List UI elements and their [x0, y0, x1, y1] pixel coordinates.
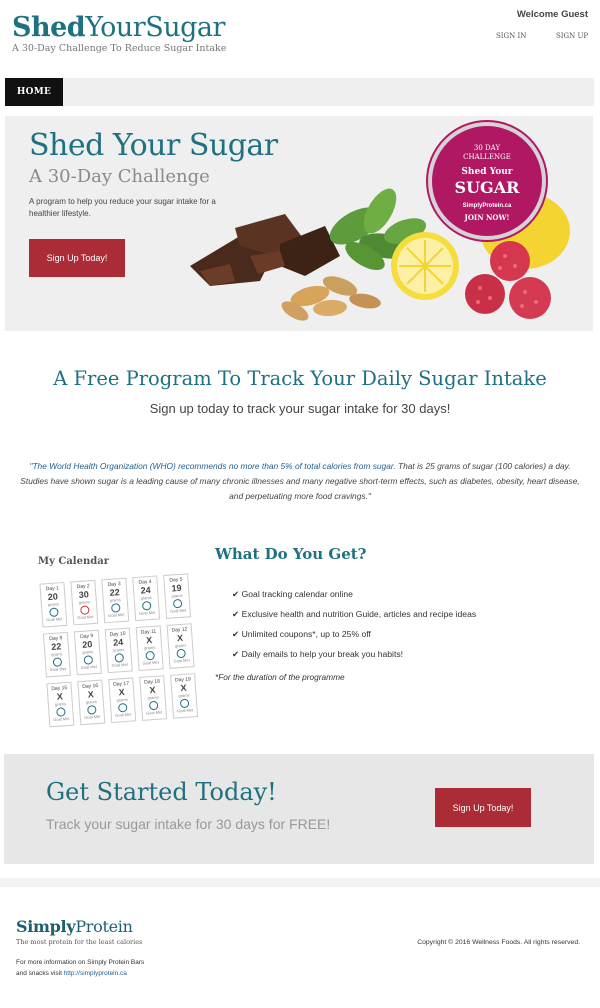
calendar-day-cell — [74, 630, 102, 676]
peanuts-image — [279, 272, 382, 324]
calendar-day-label: Day 16 — [82, 682, 99, 690]
calendar-day-status: Goal Met — [49, 666, 67, 673]
calendar-day-cell — [105, 628, 133, 674]
logo-light-text: YourSugar — [85, 12, 225, 43]
calendar-day-cell — [167, 623, 195, 669]
calendar-day-unit: grams — [78, 599, 91, 606]
calendar-day-unit: grams — [174, 642, 187, 649]
get-started-title: Get Started Today! — [46, 778, 277, 806]
calendar-day-value: X — [149, 684, 156, 696]
calendar-day-unit: grams — [47, 601, 60, 608]
hero-title: Shed Your Sugar — [29, 128, 278, 163]
calendar-day-value: X — [56, 691, 64, 702]
benefits-list — [232, 589, 476, 669]
calendar-day-cell — [136, 625, 164, 671]
calendar-day-label: Day 5 — [169, 576, 183, 584]
cta-sign-up-button[interactable]: Sign Up Today! — [435, 788, 531, 827]
benefit-item: ✔ Exclusive health and nutrition Guide, articles and recipe ideas — [232, 609, 477, 619]
badge-site: SimplyProtein.ca — [462, 203, 512, 209]
hero-sign-up-button[interactable]: Sign Up Today! — [29, 239, 125, 277]
calendar-day-label: Day 1 — [45, 585, 60, 593]
calendar-day-label: Day 3 — [107, 581, 121, 588]
site-logo[interactable] — [12, 12, 225, 43]
calendar-day-cell — [70, 580, 98, 626]
calendar-day-value: 24 — [112, 637, 124, 648]
calendar-illustration — [35, 556, 205, 726]
calendar-day-value: 22 — [50, 641, 62, 653]
calendar-day-status: Goal Met — [114, 711, 132, 718]
calendar-day-value: 24 — [140, 584, 151, 596]
calendar-day-value: 22 — [109, 587, 121, 598]
copyright-text: Copyright © 2016 Wellness Foods. All rights reserved. — [417, 939, 580, 946]
badge-days: 30 DAY CHALLENGE — [463, 144, 511, 161]
calendar-day-label: Day 15 — [51, 685, 68, 693]
calendar-day-unit: grams — [116, 696, 128, 703]
calendar-day-value: 20 — [47, 591, 59, 603]
footer-logo-bold: Simply — [16, 917, 76, 936]
calendar-day-unit: grams — [140, 594, 152, 601]
site-tagline: A 30-Day Challenge To Reduce Sugar Intake — [12, 43, 227, 54]
calendar-day-status: Goal Met — [80, 663, 98, 671]
who-quote — [20, 459, 580, 504]
benefit-item: ✔ Unlimited coupons*, up to 25% off — [232, 629, 371, 639]
footer-info-line: and snacks visit — [16, 970, 64, 977]
calendar-day-status: Goal Met — [138, 609, 156, 616]
calendar-day-unit: grams — [85, 698, 98, 705]
calendar-day-unit: grams — [143, 644, 156, 651]
calendar-day-cell — [77, 680, 105, 726]
footer-tagline: The most protein for the least calories — [16, 938, 143, 946]
welcome-text: Welcome Guest — [516, 9, 588, 20]
calendar-day-label: Day 12 — [171, 626, 188, 634]
program-subtitle: Sign up today to track your sugar intake for 30 days! — [149, 401, 451, 416]
benefit-item: ✔ Goal tracking calendar online — [232, 589, 353, 599]
calendar-day-cell — [108, 677, 136, 723]
calendar-day-label: Day 2 — [76, 583, 90, 591]
footer-divider — [0, 878, 600, 887]
calendar-day-label: Day 8 — [49, 635, 63, 643]
calendar-title: My Calendar — [38, 556, 109, 567]
logo-bold-text: Shed — [12, 12, 86, 43]
get-started-subtitle: Track your sugar intake for 30 days for FREE! — [46, 816, 331, 832]
calendar-day-cell — [139, 675, 167, 721]
calendar-grid — [35, 566, 213, 722]
program-title: A Free Program To Track Your Daily Sugar Intake — [53, 367, 547, 390]
site-header — [0, 0, 600, 72]
benefits-title: What Do You Get? — [215, 545, 367, 563]
sign-in-link[interactable]: SIGN IN — [496, 32, 527, 40]
calendar-day-status: Goal Met — [145, 709, 163, 716]
sign-up-link[interactable]: SIGN UP — [556, 32, 589, 40]
calendar-day-unit: grams — [112, 646, 125, 653]
calendar-day-cell — [46, 682, 74, 728]
calendar-day-cell — [39, 582, 67, 628]
calendar-day-status: Goal Met — [176, 707, 194, 714]
calendar-day-value: 19 — [171, 582, 182, 594]
calendar-day-status: Goal Met — [107, 611, 125, 618]
calendar-day-cell — [43, 632, 71, 678]
calendar-day-label: Day 9 — [79, 633, 94, 640]
nav-home-tab[interactable]: HOME — [5, 78, 63, 106]
calendar-day-cell — [170, 673, 198, 719]
calendar-day-unit: grams — [51, 651, 63, 658]
get-started-band — [4, 754, 594, 864]
calendar-day-value: X — [118, 687, 126, 698]
calendar-day-unit: grams — [82, 649, 94, 655]
calendar-day-status: Goal Met — [111, 661, 129, 668]
badge-sugar: SUGAR — [454, 178, 520, 197]
calendar-day-unit: grams — [178, 692, 190, 699]
calendar-day-label: Day 10 — [109, 630, 126, 638]
calendar-day-label: Day 19 — [174, 676, 192, 684]
calendar-day-status: Goal Met — [53, 715, 70, 723]
hero-subtitle: A 30-Day Challenge — [29, 166, 210, 187]
calendar-day-cell — [132, 575, 160, 621]
calendar-day-label: Day 4 — [138, 578, 152, 586]
calendar-day-value: X — [145, 634, 153, 646]
calendar-day-status: Goal Met — [84, 713, 101, 720]
calendar-day-value: X — [180, 682, 187, 694]
calendar-day-status: Goal Met — [46, 616, 63, 623]
main-nav — [5, 78, 594, 106]
simplyprotein-logo[interactable] — [16, 917, 133, 936]
calendar-day-value: 20 — [81, 639, 93, 650]
footer-logo-light: Protein — [75, 917, 133, 936]
calendar-day-value: X — [87, 689, 95, 700]
calendar-day-unit: grams — [109, 597, 121, 603]
simplyprotein-link[interactable]: http://simplyprotein.ca — [63, 970, 127, 977]
who-quote-link[interactable]: "The World Health Organization (WHO) recommends no more than 5% of total calories from sugar. — [29, 461, 396, 471]
calendar-day-label: Day 17 — [113, 680, 130, 688]
calendar-day-label: Day 18 — [143, 678, 161, 686]
badge-join-now: JOIN NOW! — [464, 213, 510, 222]
calendar-day-value: X — [176, 632, 184, 644]
chocolate-image — [190, 214, 340, 286]
calendar-day-unit: grams — [147, 694, 159, 701]
hero-banner — [5, 116, 593, 331]
benefit-item: ✔ Daily emails to help your break you habits! — [232, 649, 404, 659]
calendar-day-unit: grams — [54, 701, 67, 707]
badge-shed-your: Shed Your — [461, 167, 513, 177]
who-quote-text: That is 25 grams of sugar (100 calories) a day. Studies have shown sugar is a leading cause of many chronic illnesses and many negative short-term effects, such as diabetes, obesity, heart disease, and perpetuating more food cravings." — [20, 461, 580, 501]
calendar-day-unit: grams — [171, 592, 183, 599]
hero-description: A program to help you reduce your sugar intake for a healthier lifestyle. — [29, 197, 216, 218]
calendar-day-status: Goal Met — [173, 657, 190, 664]
calendar-day-cell — [163, 573, 191, 619]
calendar-day-cell — [101, 578, 129, 624]
calendar-day-status: Goal Met — [142, 659, 159, 666]
calendar-day-status: Goal Met — [169, 607, 187, 614]
challenge-badge[interactable] — [428, 122, 546, 240]
calendar-day-label: Day 11 — [140, 628, 157, 636]
benefits-footnote: *For the duration of the programme — [215, 672, 345, 682]
footer-info-line: For more information on Simply Protein Bars — [16, 959, 145, 966]
footer-info — [16, 957, 176, 979]
calendar-day-status: Goal Met — [77, 614, 94, 621]
calendar-day-value: 30 — [78, 589, 90, 600]
